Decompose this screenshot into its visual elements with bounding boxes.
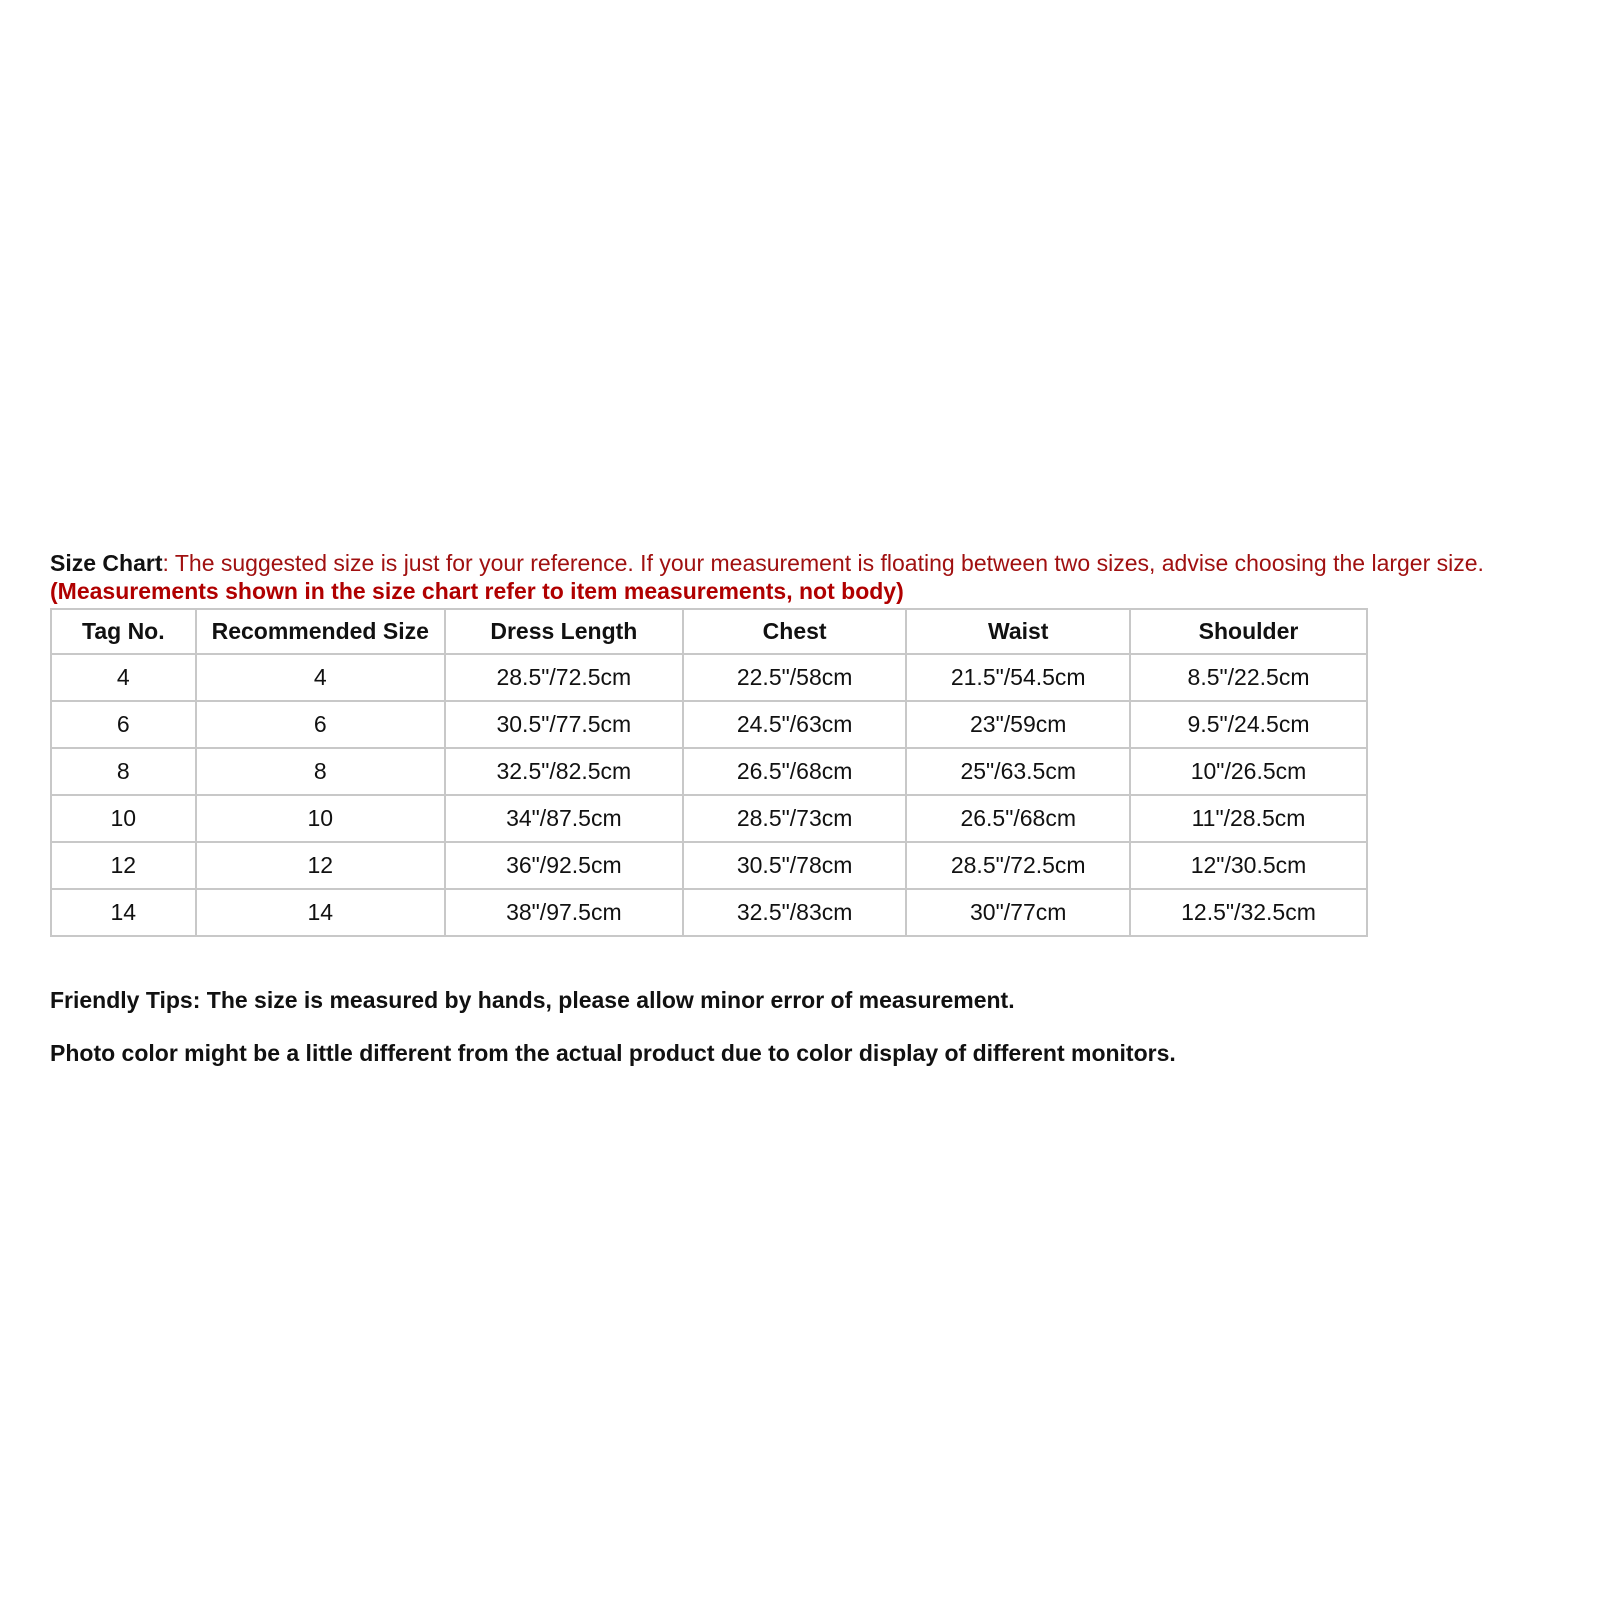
cell-shoulder: 12.5"/32.5cm <box>1130 889 1367 936</box>
cell-tag-no: 6 <box>51 701 196 748</box>
cell-tag-no: 8 <box>51 748 196 795</box>
size-chart-label-separator: : <box>162 550 169 576</box>
table-row <box>51 842 1367 889</box>
cell-tag-no: 10 <box>51 795 196 842</box>
cell-recommended-size: 8 <box>196 748 445 795</box>
cell-shoulder: 11"/28.5cm <box>1130 795 1367 842</box>
cell-waist: 26.5"/68cm <box>906 795 1130 842</box>
size-table-header <box>51 609 1367 654</box>
friendly-tip-color: Photo color might be a little different from the actual product due to color display of different monitors. <box>50 1040 1176 1066</box>
cell-shoulder: 12"/30.5cm <box>1130 842 1367 889</box>
cell-recommended-size: 14 <box>196 889 445 936</box>
cell-dress-length: 32.5"/82.5cm <box>445 748 683 795</box>
header-tag-no: Tag No. <box>51 609 196 654</box>
cell-chest: 28.5"/73cm <box>683 795 907 842</box>
header-recommended-size: Recommended Size <box>196 609 445 654</box>
cell-chest: 24.5"/63cm <box>683 701 907 748</box>
size-table-body <box>51 654 1367 936</box>
cell-dress-length: 38"/97.5cm <box>445 889 683 936</box>
size-chart-label: Size Chart <box>50 550 163 576</box>
cell-waist: 28.5"/72.5cm <box>906 842 1130 889</box>
friendly-tip-measurement: Friendly Tips: The size is measured by hands, please allow minor error of measurement. <box>50 987 1015 1013</box>
size-chart-note: The suggested size is just for your reference. If your measurement is floating between two sizes, advise choosing the larger size. <box>168 550 1484 576</box>
cell-tag-no: 14 <box>51 889 196 936</box>
table-row <box>51 748 1367 795</box>
cell-dress-length: 28.5"/72.5cm <box>445 654 683 701</box>
table-row <box>51 795 1367 842</box>
cell-waist: 23"/59cm <box>906 701 1130 748</box>
table-row <box>51 701 1367 748</box>
cell-waist: 30"/77cm <box>906 889 1130 936</box>
cell-chest: 30.5"/78cm <box>683 842 907 889</box>
cell-tag-no: 4 <box>51 654 196 701</box>
cell-shoulder: 10"/26.5cm <box>1130 748 1367 795</box>
cell-chest: 32.5"/83cm <box>683 889 907 936</box>
header-chest: Chest <box>683 609 907 654</box>
cell-recommended-size: 10 <box>196 795 445 842</box>
table-row <box>51 654 1367 701</box>
cell-dress-length: 36"/92.5cm <box>445 842 683 889</box>
header-dress-length: Dress Length <box>445 609 683 654</box>
size-chart-emphasis-note: (Measurements shown in the size chart refer to item measurements, not body) <box>50 578 904 604</box>
cell-tag-no: 12 <box>51 842 196 889</box>
header-row <box>51 609 1367 654</box>
table-row <box>51 889 1367 936</box>
cell-shoulder: 9.5"/24.5cm <box>1130 701 1367 748</box>
cell-waist: 21.5"/54.5cm <box>906 654 1130 701</box>
cell-chest: 26.5"/68cm <box>683 748 907 795</box>
cell-chest: 22.5"/58cm <box>683 654 907 701</box>
cell-recommended-size: 6 <box>196 701 445 748</box>
cell-waist: 25"/63.5cm <box>906 748 1130 795</box>
cell-dress-length: 30.5"/77.5cm <box>445 701 683 748</box>
cell-shoulder: 8.5"/22.5cm <box>1130 654 1367 701</box>
cell-recommended-size: 12 <box>196 842 445 889</box>
size-table <box>50 608 1368 937</box>
size-chart-intro <box>50 549 1550 605</box>
header-shoulder: Shoulder <box>1130 609 1367 654</box>
header-waist: Waist <box>906 609 1130 654</box>
cell-dress-length: 34"/87.5cm <box>445 795 683 842</box>
cell-recommended-size: 4 <box>196 654 445 701</box>
